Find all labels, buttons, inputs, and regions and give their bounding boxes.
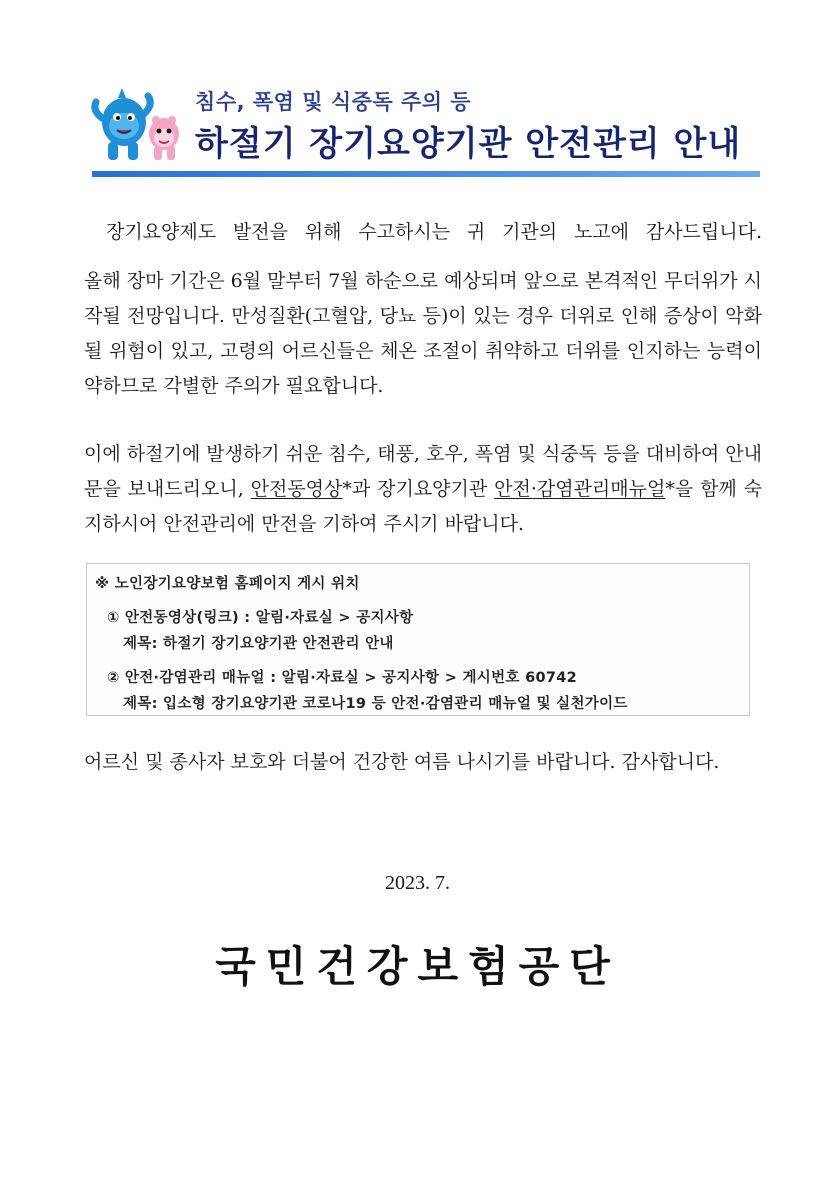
closing-paragraph: 어르신 및 종사자 보호와 더불어 건강한 여름 나시기를 바랍니다. 감사합니다. [84,751,720,773]
organization-name: 국민건강보험공단 [215,942,620,991]
guidance-text-c: *을 함께 숙지하시어 안전관리에 만전을 기하여 주시기 바랍니다. [84,478,762,535]
weather-paragraph: 올해 장마 기간은 6월 말부터 7월 하순으로 예상되며 앞으로 본격적인 무더위가 시작될 전망입니다. 만성질환(고혈압, 당뇨 등)이 있는 경우 더위로 인해 증상이 악화될 위험이 있고, 고령의 어르신들은 체온 조절이 취약하고 더위를 인지하는 능력이 약하므로 각별한 주의가 필요합니다. [84,270,762,397]
notice-heading: ※ 노인장기요양보험 홈페이지 게시 위치 [95,576,360,592]
title-underline-bar [92,171,760,177]
notice-item-manual-title: 제목: 입소형 장기요양기관 코로나19 등 안전·감염관리 매뉴얼 및 실천가이드 [123,696,628,712]
notice-item-manual: ② 안전·감염관리 매뉴얼 : 알림·자료실 > 공지사항 > 게시번호 60742 [107,670,578,686]
pink-mascot-icon [149,116,179,160]
greeting-paragraph: 장기요양제도 발전을 위해 수고하시는 귀 기관의 노고에 감사드립니다. [106,221,762,243]
safety-video-link[interactable]: 안전동영상 [250,478,343,500]
document-subtitle: 침수, 폭염 및 식중독 주의 등 [195,90,472,114]
mascot-characters-icon [88,84,188,166]
notice-box [86,563,750,716]
document-date: 2023. 7. [385,872,450,894]
document-title: 하절기 장기요양기관 안전관리 안내 [195,124,742,164]
notice-item-video-title: 제목: 하절기 장기요양기관 안전관리 안내 [123,636,394,652]
blue-mascot-icon [95,88,150,160]
safety-manual-link[interactable]: 안전·감염관리매뉴얼 [494,478,666,500]
guidance-text-b: *과 장기요양기관 [342,478,495,500]
guidance-text-a: 이에 하절기에 발생하기 쉬운 침수, 태풍, 호우, 폭염 및 식중독 등을 대비하여 안내문을 보내드리오니, [84,443,762,500]
notice-item-video: ① 안전동영상(링크) : 알림·자료실 > 공지사항 [107,610,414,626]
guidance-paragraph [84,437,762,542]
